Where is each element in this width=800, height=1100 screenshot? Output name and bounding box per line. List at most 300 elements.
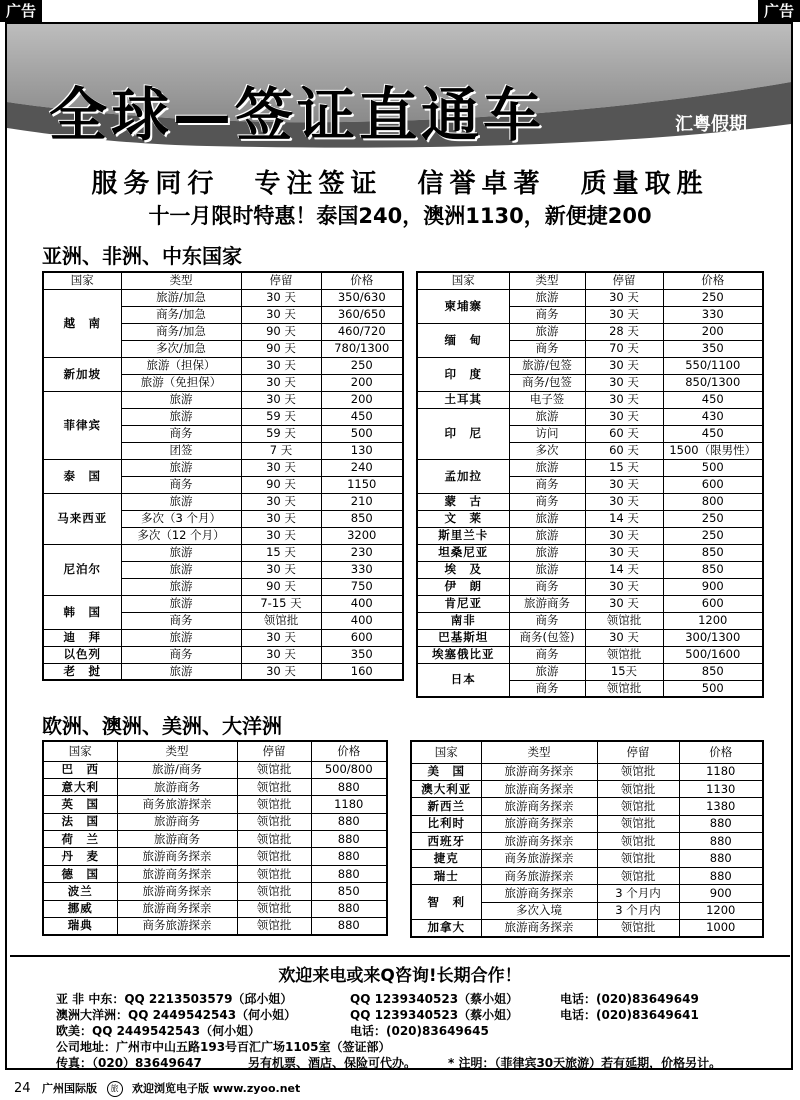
slogan-4: 质量取胜 xyxy=(580,169,709,199)
price-cell: 880 xyxy=(311,813,387,830)
stay-cell: 3 个月内 xyxy=(597,885,679,902)
price-cell: 450 xyxy=(663,425,763,442)
price-cell: 430 xyxy=(663,408,763,425)
banner xyxy=(7,24,791,150)
header-price: 价格 xyxy=(311,741,387,761)
country-cell: 荷 兰 xyxy=(43,831,117,848)
visa-type-cell: 旅游 xyxy=(121,408,241,425)
country-cell: 加拿大 xyxy=(411,920,481,937)
stay-cell: 60 天 xyxy=(585,442,663,459)
stay-cell: 90 天 xyxy=(241,476,321,493)
table-row xyxy=(43,493,403,510)
visa-type-cell: 商务 xyxy=(509,646,585,663)
stay-cell: 30 天 xyxy=(585,527,663,544)
table-row xyxy=(43,883,387,900)
country-cell: 比利时 xyxy=(411,815,481,832)
country-cell: 埃塞俄比亚 xyxy=(417,646,509,663)
visa-type-cell: 商务 xyxy=(509,306,585,323)
slogan-2: 专注签证 xyxy=(254,169,383,199)
table-row xyxy=(43,629,403,646)
stay-cell: 15 天 xyxy=(241,544,321,561)
visa-type-cell: 旅游商务探亲 xyxy=(481,833,597,850)
visa-type-cell: 旅游 xyxy=(121,391,241,408)
stay-cell: 领馆批 xyxy=(237,796,311,813)
stay-cell: 30 天 xyxy=(241,663,321,680)
price-cell: 500/1600 xyxy=(663,646,763,663)
price-cell: 1130 xyxy=(679,780,763,797)
price-cell: 330 xyxy=(321,561,403,578)
visa-type-cell: 商务(包签) xyxy=(509,629,585,646)
stay-cell: 14 天 xyxy=(585,561,663,578)
table-row xyxy=(417,459,763,476)
country-cell: 澳大利亚 xyxy=(411,780,481,797)
stay-cell: 30 天 xyxy=(241,459,321,476)
stay-cell: 7 天 xyxy=(241,442,321,459)
stay-cell: 30 天 xyxy=(241,306,321,323)
stay-cell: 15 天 xyxy=(585,459,663,476)
visa-type-cell: 团签 xyxy=(121,442,241,459)
header-country: 国家 xyxy=(411,741,481,763)
stay-cell: 30 天 xyxy=(585,391,663,408)
visa-type-cell: 旅游商务 xyxy=(117,813,237,830)
country-cell: 坦桑尼亚 xyxy=(417,544,509,561)
visa-type-cell: 旅游 xyxy=(121,459,241,476)
price-cell: 800 xyxy=(663,493,763,510)
visa-type-cell: 商务 xyxy=(509,476,585,493)
price-cell: 160 xyxy=(321,663,403,680)
ad-label-left: 广告 xyxy=(0,0,42,22)
header-stay: 停留 xyxy=(597,741,679,763)
visa-type-cell: 多次（3 个月） xyxy=(121,510,241,527)
country-cell: 伊 朗 xyxy=(417,578,509,595)
price-note: * 注明：（菲律宾30天旅游）若有延期，价格另计。 xyxy=(448,1056,722,1070)
company-address: 公司地址：广州市中山五路193号百汇广场1105室（签证部） xyxy=(56,1040,391,1054)
visa-type-cell: 旅游商务探亲 xyxy=(117,900,237,917)
stay-cell: 30 天 xyxy=(585,476,663,493)
table-row xyxy=(43,459,403,476)
price-cell: 350 xyxy=(321,646,403,663)
stay-cell: 30 天 xyxy=(585,629,663,646)
stay-cell: 30 天 xyxy=(585,595,663,612)
stay-cell: 7-15 天 xyxy=(241,595,321,612)
contact-oceania-phone: 电话：(020)83649641 xyxy=(560,1008,699,1022)
visa-type-cell: 旅游商务探亲 xyxy=(481,885,597,902)
country-cell: 印 度 xyxy=(417,357,509,391)
table-row xyxy=(43,357,403,374)
footer-welcome: 欢迎来电或来Q咨询!长期合作！ xyxy=(278,966,522,986)
visa-type-cell: 商务 xyxy=(121,425,241,442)
visa-type-cell: 旅游/包签 xyxy=(509,357,585,374)
visa-type-cell: 商务/包签 xyxy=(509,374,585,391)
stay-cell: 70 天 xyxy=(585,340,663,357)
banner-title: 全球—签证直通车 xyxy=(49,81,546,149)
price-cell: 500 xyxy=(321,425,403,442)
price-cell: 600 xyxy=(663,595,763,612)
stay-cell: 领馆批 xyxy=(241,612,321,629)
page-number: 24 xyxy=(14,1081,31,1096)
price-cell: 1000 xyxy=(679,920,763,937)
price-cell: 1380 xyxy=(679,798,763,815)
price-cell: 250 xyxy=(663,289,763,306)
slogan-3: 信誉卓著 xyxy=(417,169,546,199)
table-row xyxy=(43,848,387,865)
price-cell: 240 xyxy=(321,459,403,476)
price-cell: 550/1100 xyxy=(663,357,763,374)
price-cell: 250 xyxy=(321,357,403,374)
stay-cell: 90 天 xyxy=(241,578,321,595)
publication-logo-icon: 旅 xyxy=(107,1081,123,1097)
table-row xyxy=(43,831,387,848)
price-cell: 1150 xyxy=(321,476,403,493)
price-cell: 880 xyxy=(679,815,763,832)
footer-divider xyxy=(10,955,790,957)
country-cell: 孟加拉 xyxy=(417,459,509,493)
visa-type-cell: 商务 xyxy=(509,680,585,697)
table-row xyxy=(417,289,763,306)
visa-type-cell: 旅游商务探亲 xyxy=(481,798,597,815)
price-cell: 850 xyxy=(663,663,763,680)
stay-cell: 领馆批 xyxy=(597,867,679,884)
price-cell: 880 xyxy=(679,833,763,850)
header-country: 国家 xyxy=(43,741,117,761)
price-cell: 210 xyxy=(321,493,403,510)
visa-type-cell: 旅游商务探亲 xyxy=(481,763,597,780)
table-row xyxy=(43,813,387,830)
visa-type-cell: 旅游商务探亲 xyxy=(117,865,237,882)
visa-type-cell: 多次（12 个月） xyxy=(121,527,241,544)
stay-cell: 领馆批 xyxy=(597,780,679,797)
section-title-europe: 欧洲、澳洲、美洲、大洋洲 xyxy=(42,714,282,738)
country-cell: 埃 及 xyxy=(417,561,509,578)
slogan-1: 服务同行 xyxy=(91,169,220,199)
country-cell: 老 挝 xyxy=(43,663,121,680)
visa-type-cell: 多次/加急 xyxy=(121,340,241,357)
visa-type-cell: 旅游 xyxy=(509,289,585,306)
table-row xyxy=(411,885,763,902)
header-stay: 停留 xyxy=(585,272,663,289)
price-cell: 200 xyxy=(321,391,403,408)
visa-type-cell: 旅游 xyxy=(121,544,241,561)
table-row xyxy=(43,900,387,917)
table-row xyxy=(411,815,763,832)
table-row xyxy=(417,323,763,340)
stay-cell: 30 天 xyxy=(241,510,321,527)
stay-cell: 领馆批 xyxy=(237,900,311,917)
country-cell: 马来西亚 xyxy=(43,493,121,544)
publication-slogan: 欢迎浏览电子版 www.zyoo.net xyxy=(132,1082,301,1095)
visa-type-cell: 商务旅游探亲 xyxy=(481,850,597,867)
table-row xyxy=(411,763,763,780)
visa-type-cell: 旅游 xyxy=(121,493,241,510)
country-cell: 韩 国 xyxy=(43,595,121,629)
visa-type-cell: 商务 xyxy=(509,612,585,629)
stay-cell: 领馆批 xyxy=(237,778,311,795)
country-cell: 肯尼亚 xyxy=(417,595,509,612)
table-row xyxy=(43,796,387,813)
price-cell: 900 xyxy=(679,885,763,902)
price-cell: 250 xyxy=(663,510,763,527)
stay-cell: 59 天 xyxy=(241,425,321,442)
visa-type-cell: 商务旅游探亲 xyxy=(481,867,597,884)
contact-asia-qq2: QQ 1239340523（蔡小姐） xyxy=(350,992,519,1006)
stay-cell: 领馆批 xyxy=(597,920,679,937)
country-cell: 瑞典 xyxy=(43,918,117,935)
stay-cell: 领馆批 xyxy=(237,883,311,900)
table-row xyxy=(411,798,763,815)
visa-type-cell: 多次入境 xyxy=(481,902,597,919)
stay-cell: 30 天 xyxy=(241,629,321,646)
table-row xyxy=(43,544,403,561)
visa-type-cell: 旅游/加急 xyxy=(121,289,241,306)
table-row xyxy=(43,663,403,680)
price-cell: 130 xyxy=(321,442,403,459)
stay-cell: 59 天 xyxy=(241,408,321,425)
price-cell: 450 xyxy=(321,408,403,425)
visa-type-cell: 旅游 xyxy=(509,408,585,425)
table-row xyxy=(43,918,387,935)
table-row xyxy=(43,778,387,795)
table-row xyxy=(417,595,763,612)
slogan-line xyxy=(0,163,800,200)
visa-type-cell: 旅游 xyxy=(509,561,585,578)
country-cell: 捷克 xyxy=(411,850,481,867)
publication-name: 广州国际版 xyxy=(42,1082,98,1095)
visa-table-europe-right xyxy=(410,740,764,938)
header-stay: 停留 xyxy=(241,272,321,289)
table-row xyxy=(411,920,763,937)
contact-asia-qq1: 亚 非 中东：QQ 2213503579（邱小姐） xyxy=(56,992,293,1006)
table-row xyxy=(417,646,763,663)
header-price: 价格 xyxy=(321,272,403,289)
country-cell: 迪 拜 xyxy=(43,629,121,646)
price-cell: 360/650 xyxy=(321,306,403,323)
stay-cell: 领馆批 xyxy=(585,646,663,663)
visa-type-cell: 旅游商务 xyxy=(117,831,237,848)
price-cell: 200 xyxy=(321,374,403,391)
stay-cell: 领馆批 xyxy=(597,833,679,850)
stay-cell: 30 天 xyxy=(585,408,663,425)
visa-type-cell: 旅游 xyxy=(509,323,585,340)
table-header-row xyxy=(417,272,763,289)
visa-type-cell: 商务 xyxy=(509,340,585,357)
visa-type-cell: 旅游 xyxy=(509,527,585,544)
stay-cell: 30 天 xyxy=(585,357,663,374)
table-row xyxy=(417,391,763,408)
visa-type-cell: 旅游商务探亲 xyxy=(481,815,597,832)
price-cell: 250 xyxy=(663,527,763,544)
country-cell: 土耳其 xyxy=(417,391,509,408)
header-country: 国家 xyxy=(417,272,509,289)
visa-type-cell: 商务旅游探亲 xyxy=(117,918,237,935)
price-cell: 1180 xyxy=(679,763,763,780)
table-row xyxy=(43,865,387,882)
stay-cell: 3 个月内 xyxy=(597,902,679,919)
country-cell: 瑞士 xyxy=(411,867,481,884)
price-cell: 200 xyxy=(663,323,763,340)
stay-cell: 领馆批 xyxy=(237,918,311,935)
visa-table-europe-left xyxy=(42,740,388,936)
country-cell: 德 国 xyxy=(43,865,117,882)
country-cell: 泰 国 xyxy=(43,459,121,493)
visa-type-cell: 旅游/商务 xyxy=(117,761,237,778)
price-cell: 850/1300 xyxy=(663,374,763,391)
stay-cell: 30 天 xyxy=(241,374,321,391)
visa-type-cell: 商务/加急 xyxy=(121,323,241,340)
table-row xyxy=(417,493,763,510)
stay-cell: 30 天 xyxy=(241,646,321,663)
price-cell: 880 xyxy=(311,831,387,848)
table-row xyxy=(417,408,763,425)
country-cell: 巴基斯坦 xyxy=(417,629,509,646)
header-type: 类型 xyxy=(121,272,241,289)
visa-type-cell: 多次 xyxy=(509,442,585,459)
visa-type-cell: 旅游商务探亲 xyxy=(117,848,237,865)
country-cell: 南非 xyxy=(417,612,509,629)
table-row xyxy=(417,629,763,646)
stay-cell: 30 天 xyxy=(241,527,321,544)
country-cell: 挪威 xyxy=(43,900,117,917)
price-cell: 330 xyxy=(663,306,763,323)
country-cell: 法 国 xyxy=(43,813,117,830)
country-cell: 新西兰 xyxy=(411,798,481,815)
price-cell: 880 xyxy=(679,867,763,884)
price-cell: 850 xyxy=(311,883,387,900)
price-cell: 900 xyxy=(663,578,763,595)
country-cell: 以色列 xyxy=(43,646,121,663)
stay-cell: 领馆批 xyxy=(237,761,311,778)
visa-type-cell: 商务 xyxy=(121,612,241,629)
ad-label-right: 广告 xyxy=(758,0,800,22)
stay-cell: 领馆批 xyxy=(597,798,679,815)
price-cell: 300/1300 xyxy=(663,629,763,646)
stay-cell: 领馆批 xyxy=(237,831,311,848)
header-country: 国家 xyxy=(43,272,121,289)
promo-line: 十一月限时特惠！泰国240，澳洲1130，新便捷200 xyxy=(148,204,652,228)
visa-type-cell: 旅游 xyxy=(121,595,241,612)
visa-type-cell: 商务 xyxy=(121,646,241,663)
price-cell: 880 xyxy=(311,918,387,935)
price-cell: 600 xyxy=(663,476,763,493)
table-row xyxy=(417,561,763,578)
stay-cell: 30 天 xyxy=(585,544,663,561)
stay-cell: 领馆批 xyxy=(585,612,663,629)
country-cell: 英 国 xyxy=(43,796,117,813)
stay-cell: 60 天 xyxy=(585,425,663,442)
table-row xyxy=(43,595,403,612)
country-cell: 柬埔寨 xyxy=(417,289,509,323)
table-row xyxy=(417,663,763,680)
stay-cell: 30 天 xyxy=(585,306,663,323)
country-cell: 日本 xyxy=(417,663,509,697)
contact-asia-phone: 电话：(020)83649649 xyxy=(560,992,699,1006)
stay-cell: 领馆批 xyxy=(597,763,679,780)
header-type: 类型 xyxy=(509,272,585,289)
table-header-row xyxy=(411,741,763,763)
stay-cell: 30 天 xyxy=(241,357,321,374)
stay-cell: 28 天 xyxy=(585,323,663,340)
country-cell: 波兰 xyxy=(43,883,117,900)
price-cell: 450 xyxy=(663,391,763,408)
contact-europe-phone: 电话：(020)83649645 xyxy=(350,1024,489,1038)
contact-europe-qq: 欧美：QQ 2449542543（何小姐） xyxy=(56,1024,261,1038)
other-services: 另有机票、酒店、保险可代办。 xyxy=(248,1056,417,1070)
country-cell: 意大利 xyxy=(43,778,117,795)
stay-cell: 领馆批 xyxy=(237,865,311,882)
stay-cell: 30 天 xyxy=(241,289,321,306)
table-row xyxy=(43,761,387,778)
price-cell: 1500（限男性） xyxy=(663,442,763,459)
visa-type-cell: 旅游商务 xyxy=(117,778,237,795)
visa-type-cell: 旅游 xyxy=(121,663,241,680)
price-cell: 400 xyxy=(321,612,403,629)
country-cell: 智 利 xyxy=(411,885,481,920)
stay-cell: 领馆批 xyxy=(585,680,663,697)
price-cell: 1200 xyxy=(663,612,763,629)
stay-cell: 领馆批 xyxy=(237,813,311,830)
visa-type-cell: 旅游 xyxy=(121,629,241,646)
stay-cell: 30 天 xyxy=(585,493,663,510)
price-cell: 850 xyxy=(663,561,763,578)
price-cell: 1180 xyxy=(311,796,387,813)
price-cell: 350/630 xyxy=(321,289,403,306)
table-row xyxy=(417,578,763,595)
table-row xyxy=(43,391,403,408)
table-row xyxy=(417,510,763,527)
stay-cell: 30 天 xyxy=(241,561,321,578)
banner-brand: 汇粤假期 xyxy=(675,114,747,135)
price-cell: 3200 xyxy=(321,527,403,544)
price-cell: 850 xyxy=(663,544,763,561)
price-cell: 880 xyxy=(311,848,387,865)
visa-type-cell: 旅游商务探亲 xyxy=(481,920,597,937)
stay-cell: 30 天 xyxy=(241,493,321,510)
table-row xyxy=(43,289,403,306)
price-cell: 880 xyxy=(311,865,387,882)
table-row xyxy=(411,780,763,797)
country-cell: 蒙 古 xyxy=(417,493,509,510)
table-row xyxy=(417,612,763,629)
stay-cell: 领馆批 xyxy=(597,850,679,867)
visa-type-cell: 电子签 xyxy=(509,391,585,408)
visa-type-cell: 商务 xyxy=(509,493,585,510)
country-cell: 印 尼 xyxy=(417,408,509,459)
price-cell: 880 xyxy=(311,778,387,795)
header-type: 类型 xyxy=(481,741,597,763)
stay-cell: 14 天 xyxy=(585,510,663,527)
visa-type-cell: 商务 xyxy=(121,476,241,493)
price-cell: 600 xyxy=(321,629,403,646)
visa-type-cell: 商务 xyxy=(509,578,585,595)
price-cell: 750 xyxy=(321,578,403,595)
table-row xyxy=(411,850,763,867)
price-cell: 780/1300 xyxy=(321,340,403,357)
table-row xyxy=(411,867,763,884)
visa-table-asia-left xyxy=(42,271,404,681)
price-cell: 850 xyxy=(321,510,403,527)
visa-type-cell: 商务/加急 xyxy=(121,306,241,323)
visa-type-cell: 旅游 xyxy=(121,578,241,595)
price-cell: 500 xyxy=(663,459,763,476)
country-cell: 西班牙 xyxy=(411,833,481,850)
visa-type-cell: 旅游 xyxy=(509,459,585,476)
stay-cell: 90 天 xyxy=(241,340,321,357)
stay-cell: 领馆批 xyxy=(237,848,311,865)
table-row xyxy=(417,544,763,561)
page-footer xyxy=(14,1080,300,1097)
header-type: 类型 xyxy=(117,741,237,761)
visa-type-cell: 旅游 xyxy=(509,663,585,680)
visa-type-cell: 访问 xyxy=(509,425,585,442)
